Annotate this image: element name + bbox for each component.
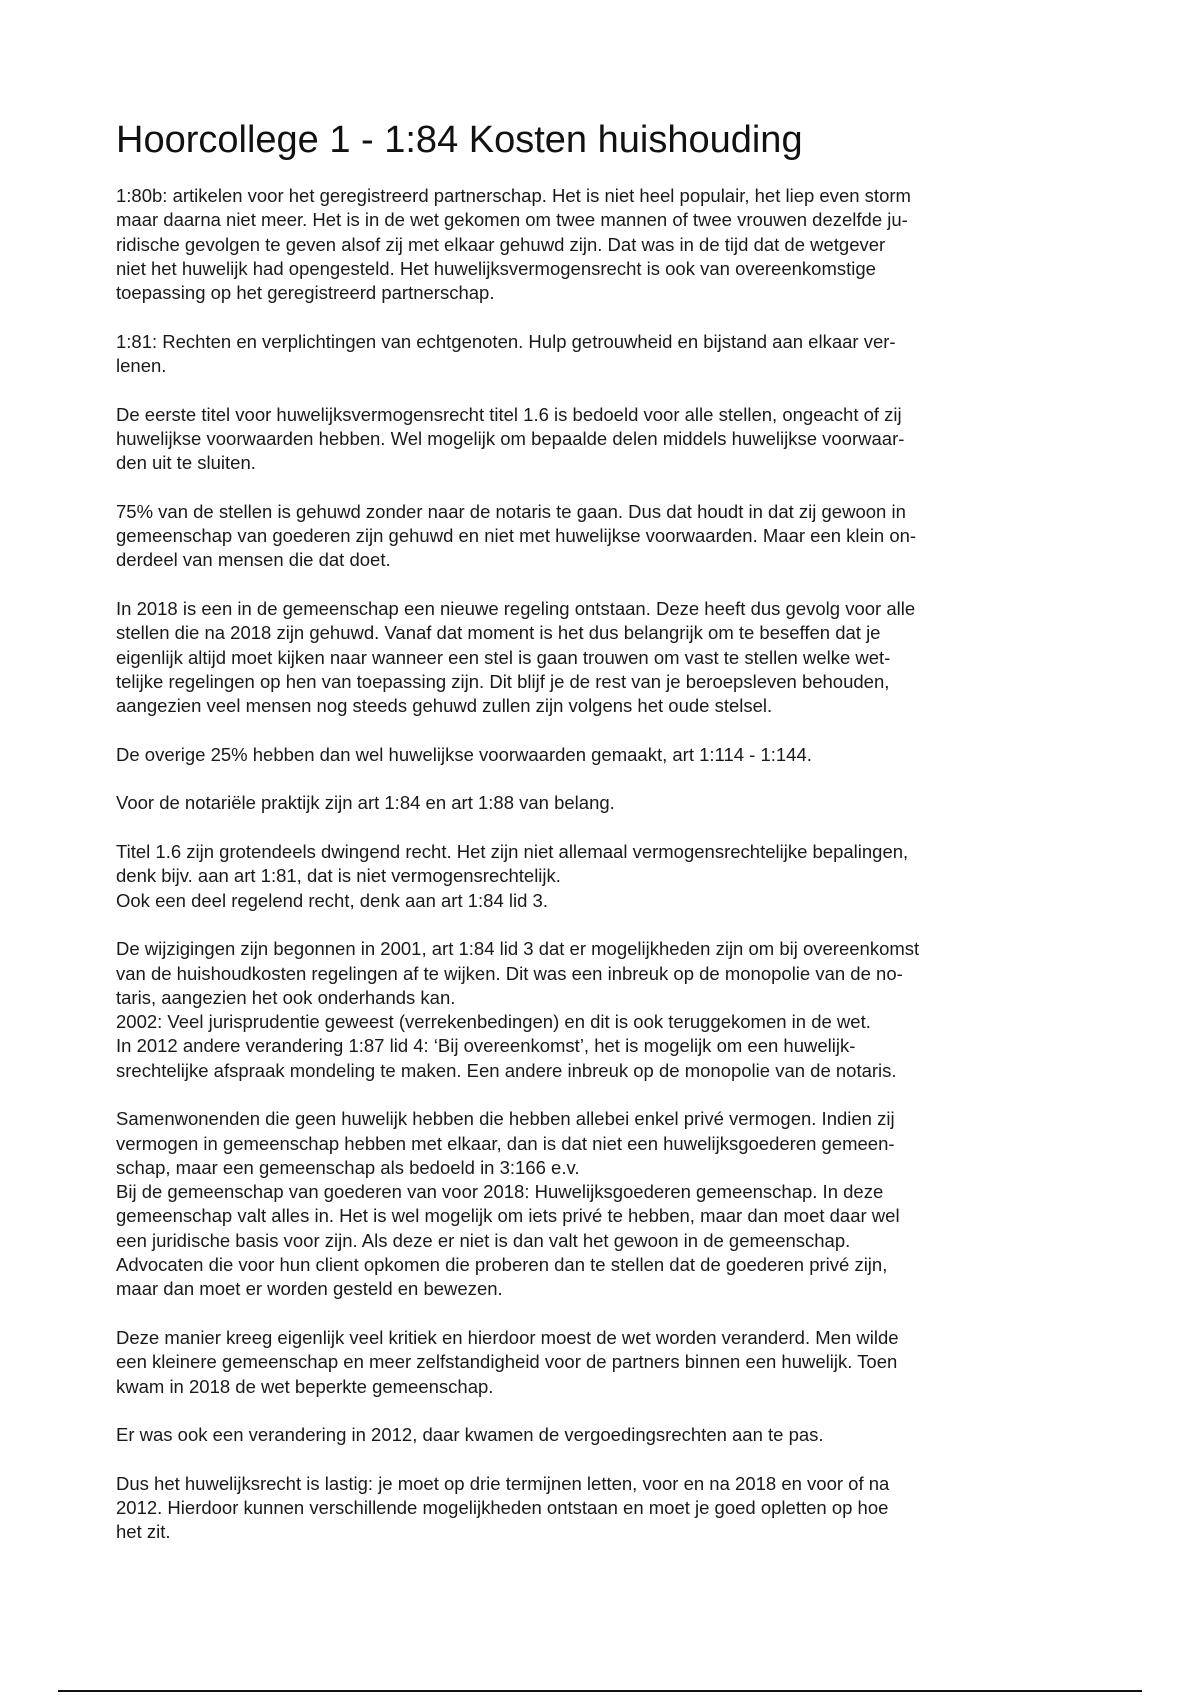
text-line: Voor de notariële praktijk zijn art 1:84 en art 1:88 van belang. xyxy=(116,792,615,814)
paragraph xyxy=(116,330,1086,379)
text-line: lenen. xyxy=(116,355,167,377)
text-line: stellen die na 2018 zijn gehuwd. Vanaf dat moment is het dus belangrijk om te beseffen dat je xyxy=(116,622,881,644)
text-line: eigenlijk altijd moet kijken naar wanneer een stel is gaan trouwen om vast te stellen welke wet- xyxy=(116,646,891,668)
paragraph xyxy=(116,1326,1086,1399)
text-line: 2002: Veel jurisprudentie geweest (verrekenbedingen) en dit is ook teruggekomen in de wet. xyxy=(116,1011,871,1033)
document-body xyxy=(116,184,1086,1545)
text-line: maar daarna niet meer. Het is in de wet gekomen om twee mannen of twee vrouwen dezelfde ju- xyxy=(116,209,908,231)
paragraph xyxy=(116,184,1086,305)
paragraph xyxy=(116,937,1086,1083)
page-title: Hoorcollege 1 - 1:84 Kosten huishouding xyxy=(116,119,803,161)
text-line: Deze manier kreeg eigenlijk veel kritiek en hierdoor moest de wet worden veranderd. Men wilde xyxy=(116,1326,899,1348)
text-line: De wijzigingen zijn begonnen in 2001, art 1:84 lid 3 dat er mogelijkheden zijn om bij overeenkomst xyxy=(116,938,920,960)
text-line: srechtelijke afspraak mondeling te maken. Een andere inbreuk op de monopolie van de notaris. xyxy=(116,1059,897,1081)
text-line: taris, aangezien het ook onderhands kan. xyxy=(116,986,456,1008)
text-line: 1:80b: artikelen voor het geregistreerd partnerschap. Het is niet heel populair, het liep even storm xyxy=(116,185,911,206)
text-line: Titel 1.6 zijn grotendeels dwingend recht. Het zijn niet allemaal vermogensrechtelijke bepalingen, xyxy=(116,841,909,863)
text-line: Er was ook een verandering in 2012, daar kwamen de vergoedingsrechten aan te pas. xyxy=(116,1424,824,1446)
text-line: vermogen in gemeenschap hebben met elkaar, dan is dat niet een huwelijksgoederen gemeen- xyxy=(116,1132,895,1154)
text-line: gemeenschap valt alles in. Het is wel mogelijk om iets privé te hebben, maar dan moet daar wel xyxy=(116,1205,900,1227)
paragraph xyxy=(116,840,1086,913)
text-line: het zit. xyxy=(116,1521,171,1543)
paragraph xyxy=(116,1423,1086,1447)
text-line: kwam in 2018 de wet beperkte gemeenschap. xyxy=(116,1375,494,1397)
text-line: een kleinere gemeenschap en meer zelfstandigheid voor de partners binnen een huwelijk. Toen xyxy=(116,1351,898,1373)
text-line: niet het huwelijk had opengesteld. Het huwelijksvermogensrecht is ook van overeenkomstige xyxy=(116,257,876,279)
paragraph xyxy=(116,1107,1086,1301)
text-line: Advocaten die voor hun client opkomen die proberen dan te stellen dat de goederen privé zijn, xyxy=(116,1254,888,1276)
text-line: schap, maar een gemeenschap als bedoeld in 3:166 e.v. xyxy=(116,1156,580,1178)
text-line: huwelijkse voorwaarden hebben. Wel mogelijk om bepaalde delen middels huwelijkse voorwaar- xyxy=(116,427,905,449)
text-line: maar dan moet er worden gesteld en bewezen. xyxy=(116,1278,503,1300)
text-line: gemeenschap van goederen zijn gehuwd en niet met huwelijkse voorwaarden. Maar een klein on- xyxy=(116,525,917,547)
text-line: Bij de gemeenschap van goederen van voor 2018: Huwelijksgoederen gemeenschap. In deze xyxy=(116,1181,884,1203)
text-line: 2012. Hierdoor kunnen verschillende mogelijkheden ontstaan en moet je goed opletten op hoe xyxy=(116,1497,889,1519)
text-line: Ook een deel regelend recht, denk aan art 1:84 lid 3. xyxy=(116,889,548,911)
bottom-divider xyxy=(58,1690,1142,1692)
text-line: Samenwonenden die geen huwelijk hebben die hebben allebei enkel privé vermogen. Indien zij xyxy=(116,1108,895,1130)
text-line: De eerste titel voor huwelijksvermogensrecht titel 1.6 is bedoeld voor alle stellen, ongeacht of zij xyxy=(116,403,902,425)
text-line: den uit te sluiten. xyxy=(116,452,256,474)
paragraph xyxy=(116,743,1086,767)
text-line: In 2018 is een in de gemeenschap een nieuwe regeling ontstaan. Deze heeft dus gevolg voor alle xyxy=(116,598,916,620)
text-line: In 2012 andere verandering 1:87 lid 4: ‘Bij overeenkomst’, het is mogelijk om een huwelijk- xyxy=(116,1035,856,1057)
document-page xyxy=(116,118,1086,1569)
text-line: denk bijv. aan art 1:81, dat is niet vermogensrechtelijk. xyxy=(116,865,561,887)
text-line: van de huishoudkosten regelingen af te wijken. Dit was een inbreuk op de monopolie van de no- xyxy=(116,962,903,984)
text-line: 75% van de stellen is gehuwd zonder naar de notaris te gaan. Dus dat houdt in dat zij gewoon in xyxy=(116,500,906,522)
text-line: ridische gevolgen te geven alsof zij met elkaar gehuwd zijn. Dat was in de tijd dat de wetgever xyxy=(116,233,886,255)
paragraph xyxy=(116,403,1086,476)
text-line: De overige 25% hebben dan wel huwelijkse voorwaarden gemaakt, art 1:114 - 1:144. xyxy=(116,743,812,765)
paragraph xyxy=(116,1472,1086,1545)
text-line: 1:81: Rechten en verplichtingen van echtgenoten. Hulp getrouwheid en bijstand aan elkaar ver- xyxy=(116,330,896,352)
text-line: toepassing op het geregistreerd partnerschap. xyxy=(116,282,495,304)
text-line: aangezien veel mensen nog steeds gehuwd zullen zijn volgens het oude stelsel. xyxy=(116,695,773,717)
paragraph xyxy=(116,500,1086,573)
text-line: Dus het huwelijksrecht is lastig: je moet op drie termijnen letten, voor en na 2018 en voor of na xyxy=(116,1472,890,1494)
paragraph xyxy=(116,597,1086,718)
text-line: een juridische basis voor zijn. Als deze er niet is dan valt het gewoon in de gemeenschap. xyxy=(116,1229,851,1251)
text-line: telijke regelingen op hen van toepassing zijn. Dit blijf je de rest van je beroepsleven behouden, xyxy=(116,670,890,692)
paragraph xyxy=(116,791,1086,815)
text-line: derdeel van mensen die dat doet. xyxy=(116,549,391,571)
